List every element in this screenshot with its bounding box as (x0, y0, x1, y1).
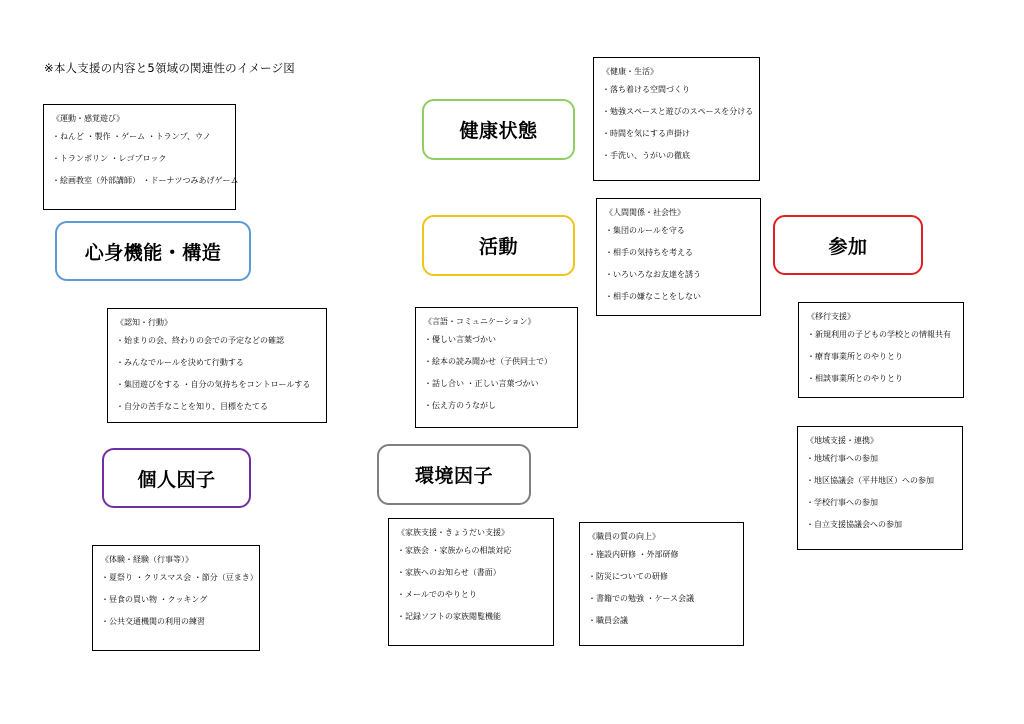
note-line: ・いろいろなお友達を誘う (605, 270, 701, 279)
note-line: ・メールでのやりとり (397, 590, 477, 599)
note-line: ・新規利用の子どもの学校との情報共有 (807, 330, 951, 339)
note-line: ・公共交通機関の利用の練習 (101, 617, 205, 626)
domain-sanka (773, 215, 923, 275)
note-line: ・昼食の買い物 ・クッキング (101, 595, 208, 604)
note-line: ・相手の気持ちを考える (605, 248, 693, 257)
domain-label: 個人因子 (137, 468, 216, 491)
note-taiken-keiken (92, 545, 260, 651)
note-line: ・施設内研修 ・外部研修 (588, 550, 679, 559)
note-heading: 《言語・コミュニケーション》 (424, 317, 536, 326)
domain-kankyo-inshi (377, 444, 531, 505)
note-line: ・療育事業所とのやりとり (807, 352, 903, 361)
note-heading: 《体験・経験（行事等）》 (101, 555, 193, 564)
note-line: ・ねんど ・製作 ・ゲーム ・トランプ、ウノ (52, 132, 211, 141)
domain-label: 参加 (828, 235, 868, 258)
note-heading: 《人間関係・社会性》 (605, 208, 685, 217)
note-shokuin-shitsu-kojo (579, 522, 744, 646)
note-kenko-seikatsu (593, 57, 760, 181)
note-kazoku-shien (388, 518, 554, 646)
note-iko-shien (798, 302, 964, 398)
note-heading: 《地域支援・連携》 (806, 436, 878, 445)
note-heading: 《職員の質の向上》 (588, 532, 660, 541)
note-heading: 《移行支援》 (807, 312, 855, 321)
note-line: ・絵本の読み聞かせ（子供同士で） (424, 357, 552, 366)
note-line: ・夏祭り ・クリスマス会 ・節分（豆まき） (101, 573, 258, 582)
note-ningen-kankei-shakaisei (596, 198, 761, 316)
note-heading: 《健康・生活》 (602, 67, 658, 76)
note-line: ・集団のルールを守る (605, 226, 685, 235)
note-line: ・記録ソフトの家族閲覧機能 (397, 612, 501, 621)
note-line: ・地域行事への参加 (806, 454, 878, 463)
note-line: ・集団遊びをする ・自分の気持ちをコントロールする (116, 380, 311, 389)
note-line: ・家族へのお知らせ（書面） (397, 568, 501, 577)
note-line: ・手洗い、うがいの徹底 (602, 151, 690, 160)
note-line: ・時間を気にする声掛け (602, 129, 690, 138)
note-ninchi-kodo (107, 308, 327, 423)
note-undo-kankaku-asobi (43, 104, 239, 210)
note-line: ・自分の苦手なことを知り、目標をたてる (116, 402, 268, 411)
note-heading: 《運動・感覚遊び》 (52, 114, 125, 123)
domain-label: 活動 (478, 236, 518, 258)
note-heading: 《家族支援・きょうだい支援》 (397, 528, 509, 537)
domain-shinshin-kino-kozo (55, 221, 251, 281)
domain-label: 心身機能・構造 (84, 241, 222, 264)
note-line: ・職員会議 (588, 616, 628, 625)
note-line: ・話し合い ・正しい言葉づかい (424, 379, 539, 388)
note-line: ・トランポリン ・レゴブロック (52, 154, 167, 163)
note-line: ・始まりの会、終わりの会での予定などの確認 (116, 336, 284, 345)
note-line: ・相談事業所とのやりとり (807, 374, 903, 383)
note-line: ・伝え方のうながし (424, 401, 496, 410)
note-line: ・落ち着ける空間づくり (602, 85, 690, 94)
note-line: ・防災についての研修 (588, 572, 668, 581)
note-line: ・みんなでルールを決めて行動する (116, 358, 244, 367)
note-line: ・相手の嫌なことをしない (605, 292, 701, 301)
note-line: ・学校行事への参加 (806, 498, 878, 507)
domain-label: 環境因子 (414, 465, 493, 487)
domain-label: 健康状態 (459, 120, 538, 142)
note-line: ・書籍での勉強 ・ケース会議 (588, 594, 695, 603)
note-chiiki-shien-renkei (797, 426, 963, 550)
note-heading: 《認知・行動》 (116, 318, 172, 327)
domain-kenko-jotai (422, 99, 575, 160)
note-line: ・優しい言葉づかい (424, 335, 496, 344)
note-line: ・家族会 ・家族からの相談対応 (397, 546, 512, 555)
note-line: ・絵画教室（外部講師） ・ドーナツつみあげゲーム (52, 176, 239, 185)
page-title: ※本人支援の内容と5領域の関連性のイメージ図 (44, 61, 296, 75)
domain-kojin-inshi (102, 448, 251, 508)
note-line: ・自立支援協議会への参加 (806, 520, 902, 529)
domain-katsudo (422, 215, 575, 276)
note-line: ・地区協議会（平井地区）への参加 (806, 476, 934, 485)
note-gengo-communication (415, 307, 578, 428)
note-line: ・勉強スペースと遊びのスペースを分ける (602, 107, 754, 116)
